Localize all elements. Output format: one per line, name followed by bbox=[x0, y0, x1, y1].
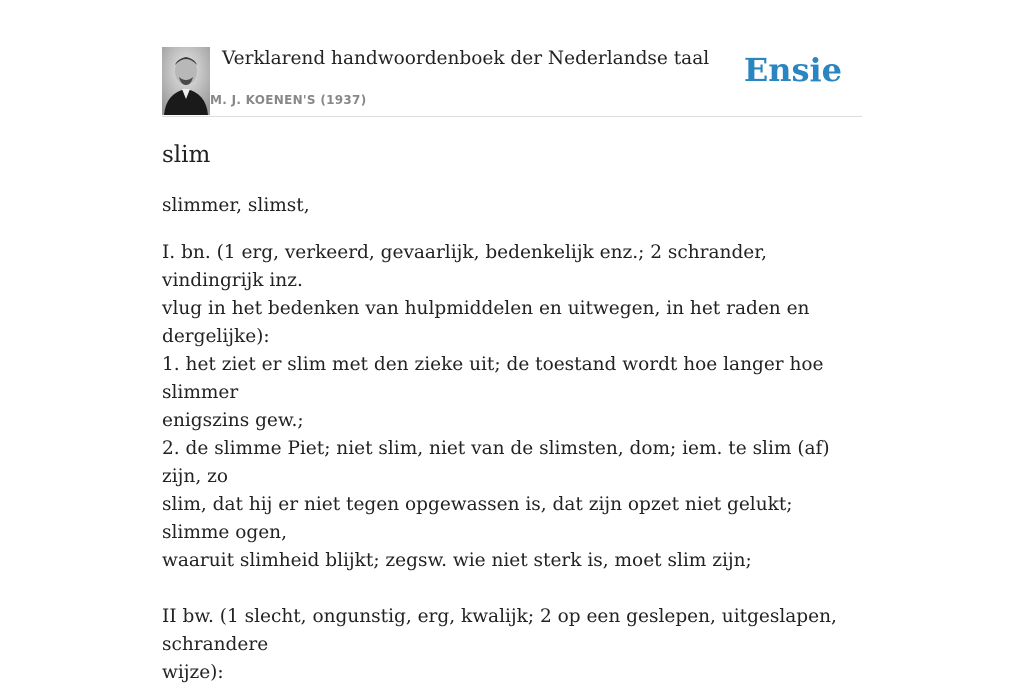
definition-line: 2. de slimme Piet; niet slim, niet van de slimsten, dom; iem. te slim (af) zijn, zo bbox=[162, 438, 830, 487]
definition-line: wijze): bbox=[162, 662, 224, 683]
definition-line: waaruit slimheid blijkt; zegsw. wie niet sterk is, moet slim zijn; bbox=[162, 550, 752, 571]
author-portrait-image bbox=[162, 47, 210, 115]
definition-line: vlug in het bedenken van hulpmiddelen en uitwegen, in het raden en dergelijke): bbox=[162, 298, 810, 347]
header bbox=[162, 40, 862, 117]
entry-headword: slim bbox=[162, 142, 211, 168]
entry-definition bbox=[162, 192, 864, 687]
definition-line: slim, dat hij er niet tegen opgewassen is, dat zijn opzet niet gelukt; slimme ogen, bbox=[162, 494, 793, 543]
definition-line: 1. het ziet er slim met den zieke uit; de toestand wordt hoe langer hoe slimmer bbox=[162, 354, 824, 403]
book-author: M. J. KOENEN'S (1937) bbox=[210, 93, 367, 107]
brand-logo[interactable]: Ensie bbox=[743, 51, 842, 89]
author-portrait bbox=[162, 47, 210, 115]
book-title: Verklarend handwoordenboek der Nederlandse taal bbox=[222, 48, 710, 69]
definition-line: II bw. (1 slecht, ongunstig, erg, kwalijk; 2 op een geslepen, uitgeslapen, schrandere bbox=[162, 606, 837, 655]
definition-line: I. bn. (1 erg, verkeerd, gevaarlijk, bedenkelijk enz.; 2 schrander, vindingrijk inz. bbox=[162, 242, 767, 291]
definition-spacer bbox=[162, 575, 864, 603]
definition-line: enigszins gew.; bbox=[162, 410, 304, 431]
entry-forms: slimmer, slimst, bbox=[162, 195, 310, 216]
